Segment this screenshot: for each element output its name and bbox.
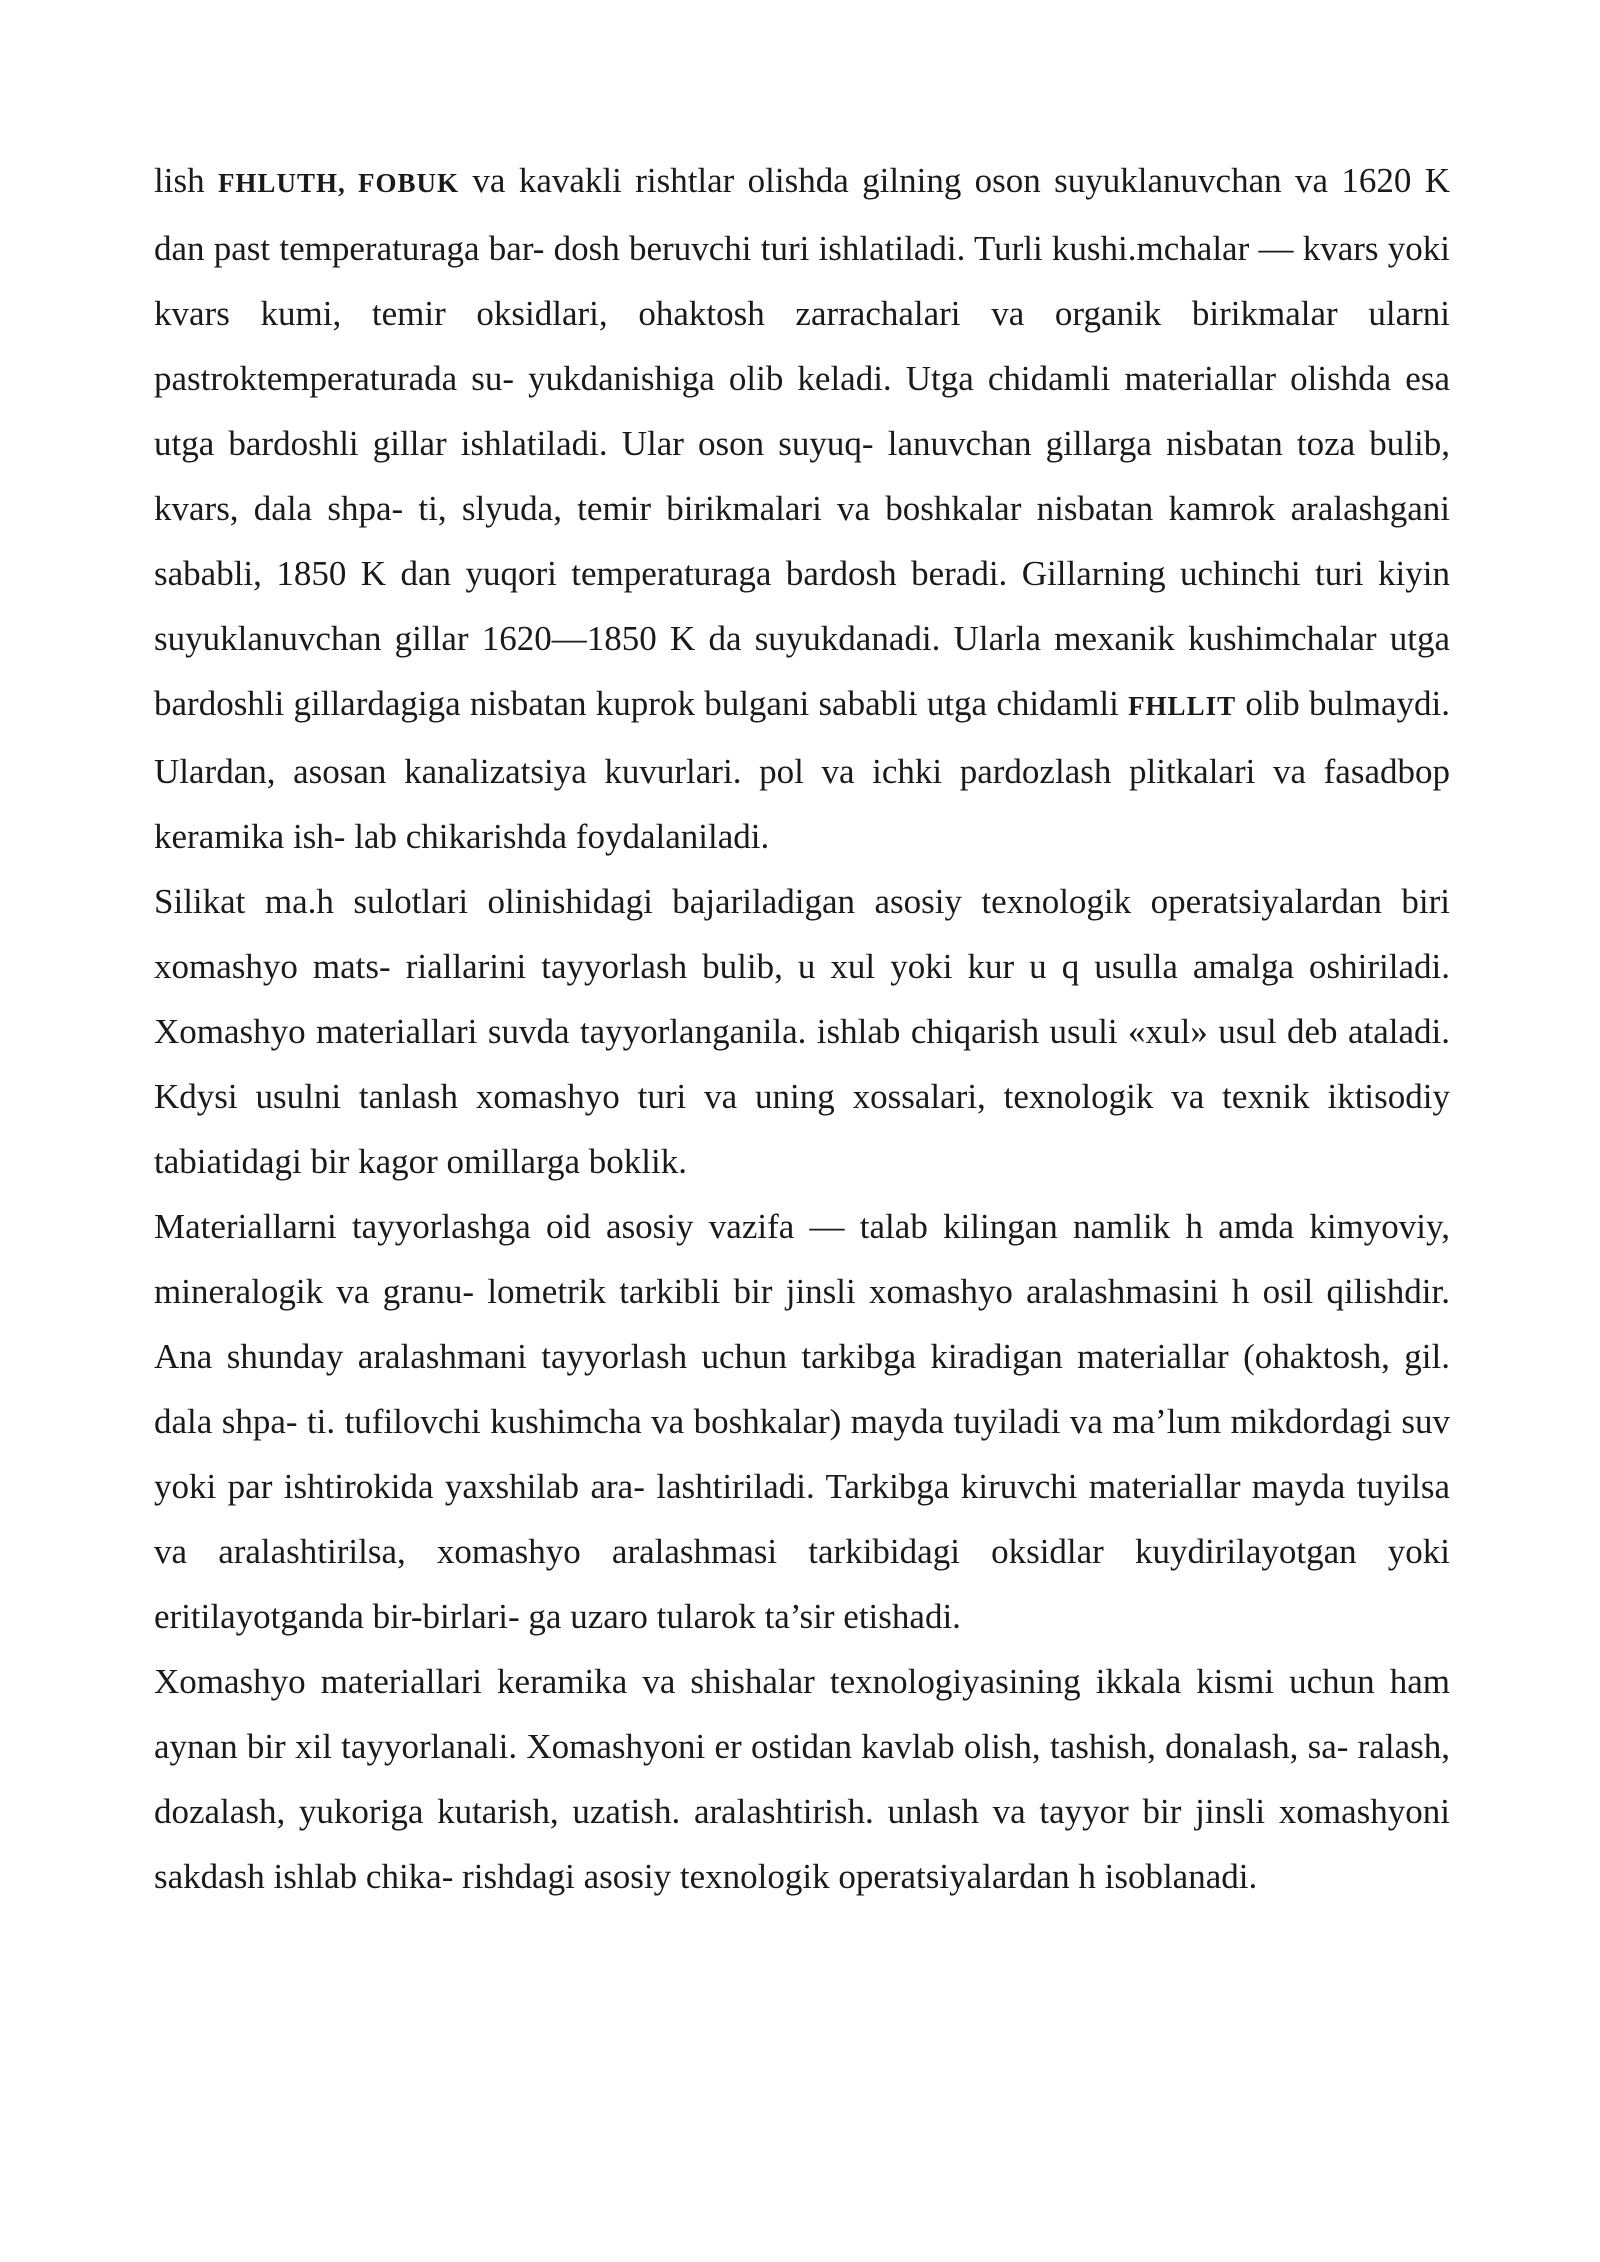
text-segment: Silikat ma.h sulotlari olinishidagi bajariladigan asosiy texnologik operatsiyalardan biri xomashyo mats- riallarini tayyorlash bulib, u xul yoki kur u q usulla amalga oshiriladi. Xomashyo materiallari suvda tayyorlanganila. ishlab chiqarish usuli «xul» usul deb ataladi. Kdysi usulni tanlash xomashyo turi va uning xossalari, texnologik va texnik iktisodiy tabiatidagi bir kagor omillarga boklik. [154,882,1450,1181]
paragraph-asosiy-vazifa [154,1194,1450,1649]
document-page [154,148,1450,1909]
text-segment: va kavakli rishtlar olishda gilning oson suyuklanuvchan va 1620 K dan past temperaturaga bar- dosh beruvchi turi ishlatiladi. Turli kushi.mchalar — kvars yoki kvars kumi, temir oksidlari, ohaktosh zarrachalari va organik birikmalar ularni pastroktemperaturada su- yukdanishiga olib keladi. Utga chidamli materiallar olishda esa utga bardoshli gillar ishlatiladi. Ular oson suyuq- lanuvchan gillarga nisbatan toza bulib, kvars, dala shpa- ti, slyuda, temir birikmalari va boshkalar nisbatan kamrok aralashgani sababli, 1850 K dan yuqori temperaturaga bardosh beradi. Gillarning uchinchi turi kiyin suyuklanuvchan gillar 1620—1850 K da suyukdanadi. Ularla mexanik kushimchalar utga bardoshli gillardagiga nisbatan kuprok bulgani sababli utga chidamli [154,161,1450,723]
paragraph-texnologik-operatsiyalar [154,1649,1450,1909]
paragraph-xomashyo-tayyorlash [154,869,1450,1194]
abbreviation: FHLLIT [1128,691,1237,721]
text-segment: olib bulmaydi. Ulardan, asosan kanalizatsiya kuvurlari. pol va ichki pardozlash plitkalari va fasadbop keramika ish- lab chikarishda foydalaniladi. [154,684,1450,856]
text-segment: Xomashyo materiallari keramika va shishalar texnologiyasining ikkala kismi uchun ham aynan bir xil tayyorlanali. Xomashyoni er ostidan kavlab olish, tashish, donalash, sa- ralash, dozalash, yukoriga kutarish, uzatish. aralashtirish. unlash va tayyor bir jinsli xomashyoni sakdash ishlab chika- rishdagi asosiy texnologik operatsiyalardan h isoblanadi. [154,1662,1450,1896]
paragraph-gil-turlari [154,148,1450,869]
text-segment: Materiallarni tayyorlashga oid asosiy vazifa — talab kilingan namlik h amda kimyoviy, mineralogik va granu- lometrik tarkibli bir jinsli xomashyo aralashmasini h osil qilishdir. Ana shunday aralashmani tayyorlash uchun tarkibga kiradigan materiallar (ohaktosh, gil. dala shpa- ti. tufilovchi kushimcha va boshkalar) mayda tuyiladi va ma’lum mikdordagi suv yoki par ishtirokida yaxshilab ara- lashtiriladi. Tarkibga kiruvchi materiallar mayda tuyilsa va aralashtirilsa, xomashyo aralashmasi tarkibidagi oksidlar kuydirilayotgan yoki eritilayotganda bir-birlari- ga uzaro tularok ta’sir etishadi. [154,1207,1450,1636]
text-segment: lish [154,161,218,200]
abbreviation: FHLUTH, FOBUK [217,168,460,198]
